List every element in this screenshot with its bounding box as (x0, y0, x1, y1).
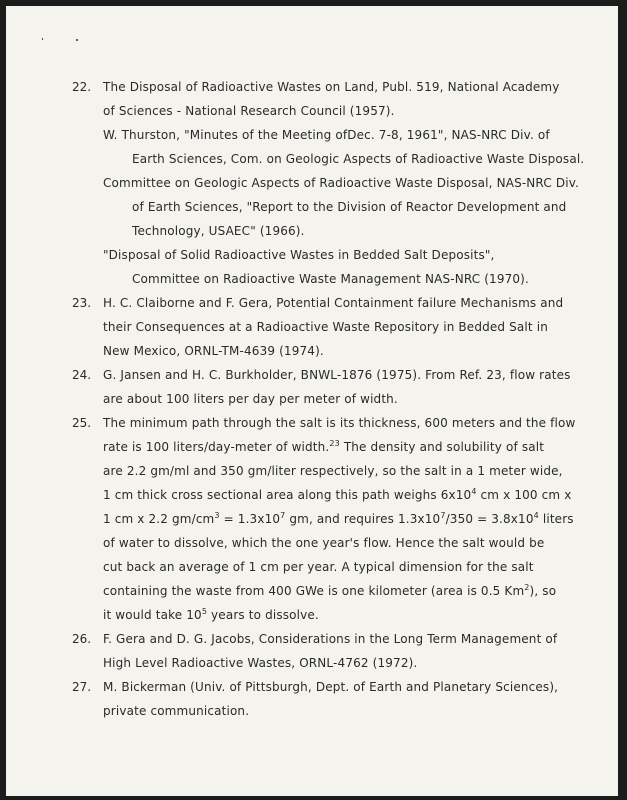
reference-number: 22. (72, 80, 92, 94)
reference-line: Earth Sciences, Com. on Geologic Aspects of Radioactive Waste Disposal. (132, 152, 585, 166)
reference-line: The Disposal of Radioactive Wastes on Land, Publ. 519, National Academy (103, 80, 560, 94)
reference-line: of Earth Sciences, "Report to the Division of Reactor Development and (132, 200, 567, 214)
reference-line: The minimum path through the salt is its thickness, 600 meters and the flow (103, 416, 576, 430)
reference-number: 24. (72, 368, 92, 382)
reference-number: 23. (72, 296, 92, 310)
reference-line: 1 cm thick cross sectional area along this path weighs $6x10^4$ cm x 100 cm x (103, 487, 572, 502)
reference-line: their Consequences at a Radioactive Waste Repository in Bedded Salt in (103, 320, 548, 334)
reference-line: containing the waste from 400 GWe is one kilometer (area is 0.5 Km$^2$), so (103, 583, 557, 598)
reference-line: W. Thurston, "Minutes of the Meeting ofDec. 7-8, 1961", NAS-NRC Div. of (103, 128, 550, 142)
reference-line: it would take $10^5$ years to dissolve. (103, 607, 319, 622)
reference-line: New Mexico, ORNL-TM-4639 (1974). (103, 344, 324, 358)
reference-line: cut back an average of 1 cm per year. A typical dimension for the salt (103, 560, 534, 574)
reference-line: rate is 100 liters/day-meter of width.$^{23}$ The density and solubility of salt (103, 439, 545, 454)
reference-line: private communication. (103, 704, 250, 718)
stray-mark (42, 38, 43, 40)
reference-line: G. Jansen and H. C. Burkholder, BNWL-1876 (1975). From Ref. 23, flow rates (103, 368, 571, 382)
reference-number: 25. (72, 416, 92, 430)
document-page (6, 6, 618, 796)
reference-line: H. C. Claiborne and F. Gera, Potential Containment failure Mechanisms and (103, 296, 564, 310)
reference-line: 1 cm x 2.2 $gm/cm^3 = 1.3x10^7$ gm, and requires $1.3x10^7/350 = 3.8x10^4$ liters (103, 511, 574, 526)
reference-line: "Disposal of Solid Radioactive Wastes in Bedded Salt Deposits", (103, 248, 495, 262)
reference-line: of Sciences - National Research Council (1957). (103, 104, 395, 118)
reference-line: Committee on Radioactive Waste Management NAS-NRC (1970). (132, 272, 529, 286)
reference-line: of water to dissolve, which the one year's flow. Hence the salt would be (103, 536, 545, 550)
reference-number: 27. (72, 680, 92, 694)
reference-line: Committee on Geologic Aspects of Radioactive Waste Disposal, NAS-NRC Div. (103, 176, 579, 190)
reference-line: Technology, USAEC" (1966). (132, 224, 305, 238)
reference-line: M. Bickerman (Univ. of Pittsburgh, Dept. of Earth and Planetary Sciences), (103, 680, 559, 694)
reference-line: are 2.2 gm/ml and 350 gm/liter respectively, so the salt in a 1 meter wide, (103, 464, 563, 478)
reference-line: are about 100 liters per day per meter of width. (103, 392, 398, 406)
reference-line: F. Gera and D. G. Jacobs, Considerations in the Long Term Management of (103, 632, 558, 646)
reference-line: High Level Radioactive Wastes, ORNL-4762 (1972). (103, 656, 418, 670)
stray-mark (76, 39, 78, 41)
reference-number: 26. (72, 632, 92, 646)
